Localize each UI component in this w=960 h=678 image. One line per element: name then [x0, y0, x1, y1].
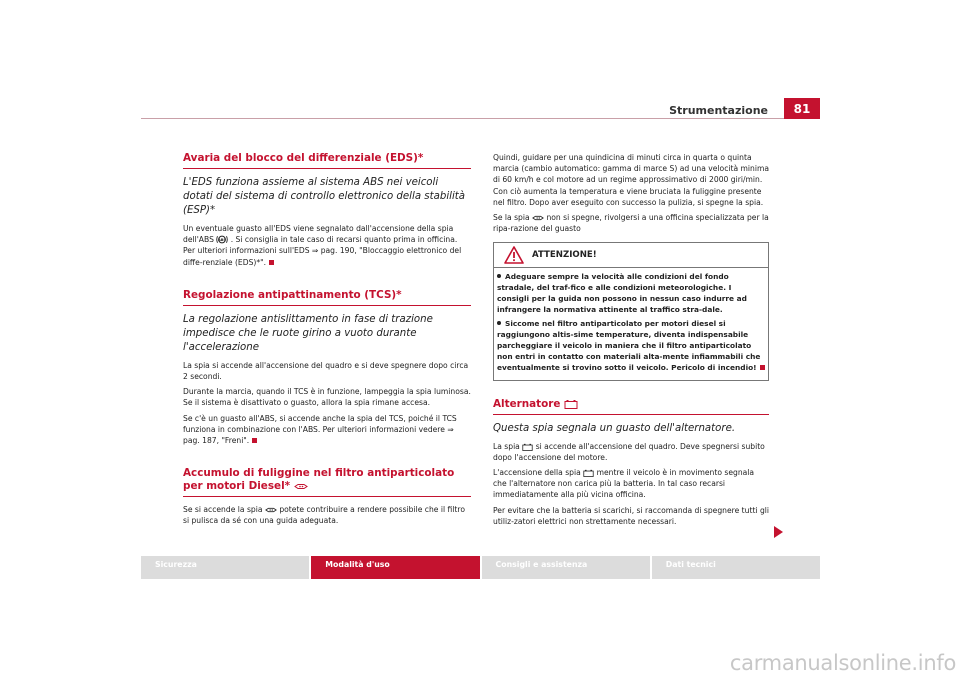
- battery-icon: [583, 469, 594, 477]
- diesel-filter-icon: [265, 506, 277, 514]
- section-title-tcs: Regolazione antipattinamento (TCS)*: [183, 289, 471, 306]
- paragraph-alternator-3: Per evitare che la batteria si scarichi, si raccomanda di spegnere tutti gli utiliz-zatori elettrici non strettamente necessari.: [493, 505, 769, 526]
- right-column: [493, 152, 769, 531]
- paragraph-text: Un eventuale guasto all'EDS viene segnalato dall'accensione della spia dell'ABS: [183, 224, 454, 245]
- section-title-alternator: [493, 398, 769, 415]
- paragraph-text: Se c'è un guasto all'ABS, si accende anche la spia del TCS, poiché il TCS funziona in combinazione con l'ABS. Per ulteriori informazioni vedere ⇒ pag. 187, "Freni".: [183, 413, 457, 446]
- paragraph-alternator-2: [493, 467, 769, 501]
- paragraph-diesel-repair: [493, 212, 769, 234]
- paragraph-text: Se si accende la spia: [183, 505, 263, 515]
- left-column: [183, 152, 471, 531]
- warning-bullet-text: Adeguare sempre la velocità alle condizioni del fondo stradale, del traf-fico e alle condizioni meteorologiche. I consigli per la guida non possono in nessun caso indurre ad infrangere la normativa attinente al traffico stra-dale.: [497, 272, 747, 315]
- warning-bullet: [497, 272, 765, 316]
- header-divider: [141, 118, 819, 119]
- section-title-diesel: [183, 467, 471, 497]
- paragraph-text: si accende all'accensione del quadro. Deve spegnersi subito dopo l'accensione del motore.: [493, 441, 765, 462]
- warning-title: ATTENZIONE!: [532, 249, 597, 260]
- end-mark: [269, 260, 274, 265]
- end-mark: [760, 365, 765, 370]
- section-subtitle-eds: L'EDS funziona assieme al sistema ABS nei veicoli dotati del sistema di controllo elettronico della stabilità (ESP)*: [183, 177, 466, 216]
- diesel-filter-icon: [294, 482, 308, 491]
- battery-icon: [522, 443, 533, 451]
- warning-bullet: [497, 319, 765, 374]
- section-subtitle-tcs: La regolazione antislittamento in fase di trazione impedisce che le ruote girino a vuoto durante l'accelerazione: [183, 313, 433, 353]
- tab-dati-tecnici[interactable]: Dati tecnici: [652, 556, 820, 579]
- section-title-eds: Avaria del blocco del differenziale (EDS)*: [183, 152, 471, 169]
- paragraph-alternator-1: [493, 441, 769, 463]
- bullet-dot: [497, 321, 501, 325]
- paragraph-text: non si spegne, rivolgersi a una officina specializzata per la ripa-razione del guasto: [493, 213, 769, 234]
- paragraph-text: L'accensione della spia: [493, 467, 581, 477]
- paragraph-diesel-cont: Quindi, guidare per una quindicina di minuti circa in quarta o quinta marcia (cambio automatico: gamma di marce S) ad una velocità minima di 60 km/h e col motore ad un regime approssimativo di 2000 giri/min. Con ciò aumenta la temperatura e viene bruciata la fuliggine presente nel filtro. Dopo aver eseguito con successo la pulizia, si spegne la spia.: [493, 153, 770, 207]
- paragraph-tcs-1: La spia si accende all'accensione del quadro e si deve spegnere dopo circa 2 secondi.: [183, 360, 469, 382]
- paragraph-text: potete contribuire a rendere possibile che il filtro si pulisca da sé con una guida adeguata.: [183, 505, 465, 526]
- footer-tabs: [141, 556, 820, 579]
- paragraph-text: . Si consiglia in tale caso di recarsi quanto prima in officina. Per ulteriori informazioni sull'EDS ⇒ pag. 190, "Bloccaggio elettronico del diffe-renziale (EDS)*".: [183, 235, 462, 267]
- warning-bullet-text: Siccome nel filtro antiparticolato per motori diesel si raggiungono altis-sime temperature, diventa indispensabile parcheggiare il veicolo in maniera che il filtro antiparticolato non entri in contatto con materiali alta-mente infiammabili che eventualmente si trovino sotto il veicolo. Pericolo di incendio!: [497, 319, 761, 372]
- tab-modalita-duso[interactable]: Modalità d'uso: [311, 556, 479, 579]
- battery-icon: [564, 399, 578, 409]
- paragraph-text: mentre il veicolo è in movimento segnala che l'alternatore non carica più la batteria. In tal caso recarsi immediatamente alla più vicina officina.: [493, 467, 755, 500]
- warning-header: [494, 243, 768, 268]
- warning-triangle-icon: [504, 246, 524, 264]
- tab-sicurezza[interactable]: Sicurezza: [141, 556, 309, 579]
- page-title: Strumentazione: [669, 104, 768, 117]
- bullet-dot: [497, 274, 501, 278]
- warning-box: [493, 242, 769, 380]
- svg-text:ABS: ABS: [218, 238, 227, 243]
- paragraph-eds: [183, 223, 471, 268]
- paragraph-diesel: [183, 504, 471, 526]
- page-number: 81: [784, 98, 820, 119]
- section-title-text: Alternatore: [493, 397, 561, 410]
- tab-consigli-assistenza[interactable]: Consigli e assistenza: [482, 556, 650, 579]
- section-subtitle-alternator: Questa spia segnala un guasto dell'alternatore.: [493, 422, 736, 434]
- diesel-filter-icon: [532, 214, 544, 222]
- paragraph-text: La spia: [493, 441, 520, 451]
- section-title-text: Accumulo di fuliggine nel filtro antiparticolato per motori Diesel*: [183, 467, 455, 493]
- paragraph-tcs-2: Durante la marcia, quando il TCS è in funzione, lampeggia la spia luminosa. Se il sistema è disattivato o guasto, allora la spia rimane accesa.: [183, 387, 471, 408]
- paragraph-tcs-3: [183, 413, 471, 447]
- abs-warning-icon: [216, 235, 228, 244]
- watermark: carmanualsonline.info: [729, 651, 956, 675]
- next-page-arrow-icon[interactable]: [774, 526, 783, 538]
- paragraph-text: Se la spia: [493, 213, 530, 223]
- end-mark: [252, 438, 257, 443]
